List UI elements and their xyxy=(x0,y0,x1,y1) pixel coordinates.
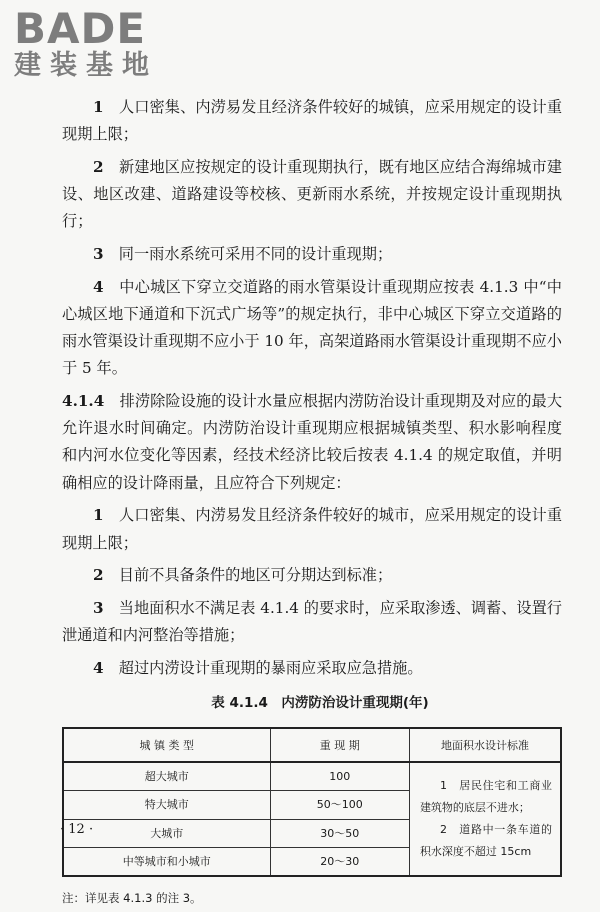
return-period-cell: 20～30 xyxy=(270,847,409,876)
logo-text-cn: 建装基地 xyxy=(14,50,158,81)
section-4-1-4 xyxy=(62,388,562,497)
city-type-cell: 中等城市和小城市 xyxy=(63,847,270,876)
section-text: 排涝除险设施的设计水量应根据内涝防治设计重现期及对应的最大允许退水时间确定。内涝防治设计重现期应根据城镇类型、积水影响程度和内河水位变化等因素，经技术经济比较后按表 4.1.4 的规定取值，并明确相应的设计降雨量，且应符合下列规定： xyxy=(62,392,563,492)
standard-cell xyxy=(409,762,561,876)
logo-text-en: BADE xyxy=(14,4,147,53)
section-number: 4.1.4 xyxy=(62,392,105,411)
clause-item: 3 当地面积水不满足表 4.1.4 的要求时，应采取渗透、调蓄、设置行泄通道和内河整治等措施； xyxy=(62,598,562,645)
header-city-type: 城 镇 类 型 xyxy=(63,728,270,762)
return-period-cell: 30～50 xyxy=(270,819,409,847)
clause-item: 2 新建地区应按规定的设计重现期执行，既有地区应结合海绵城市建设、地区改建、道路建设等校核、更新雨水系统，并按规定设计重现期执行； xyxy=(62,157,563,231)
clause-item: 3 同一雨水系统可采用不同的设计重现期； xyxy=(93,245,393,264)
clause-list-b xyxy=(62,502,562,682)
city-type-cell: 特大城市 xyxy=(63,791,270,819)
standard-line: 1 居民住宅和工商业建筑物的底层不进水； xyxy=(419,779,552,815)
logo xyxy=(14,6,184,82)
clause-item: 4 超过内涝设计重现期的暴雨应采取应急措施。 xyxy=(93,658,423,677)
table-note: 注：详见表 4.1.3 的注 3。 xyxy=(62,891,202,906)
page-number: · 12 · xyxy=(60,822,94,837)
city-type-cell: 大城市 xyxy=(63,819,270,847)
return-period-cell: 50～100 xyxy=(270,791,409,819)
clause-item: 2 目前不具备条件的地区可分期达到标准； xyxy=(93,566,393,585)
clause-item: 1 人口密集、内涝易发且经济条件较好的城镇，应采用规定的设计重现期上限； xyxy=(62,98,563,144)
table-caption: 表 4.1.4 内涝防治设计重现期(年) xyxy=(211,695,429,712)
header-return-period: 重 现 期 xyxy=(270,728,409,762)
city-type-cell: 超大城市 xyxy=(63,762,270,791)
standard-line: 2 道路中一条车道的积水深度不超过 15cm xyxy=(419,823,552,859)
clause-list-a xyxy=(62,94,562,383)
header-standard: 地面积水设计标准 xyxy=(409,728,561,762)
table-row xyxy=(63,762,561,791)
return-period-cell: 100 xyxy=(270,762,409,791)
document-body xyxy=(62,94,562,912)
table-header-row xyxy=(63,728,561,762)
clause-item: 1 人口密集、内涝易发且经济条件较好的城市，应采用规定的设计重现期上限； xyxy=(62,506,563,552)
design-return-period-table xyxy=(62,727,562,877)
clause-item: 4 中心城区下穿立交道路的雨水管渠设计重现期应按表 4.1.3 中“中心城区地下通道和下沉式广场等”的规定执行，非中心城区下穿立交道路的雨水管渠设计重现期不应小于 10 年，高架道路雨水管渠设计重现期不应小于 5 年。 xyxy=(62,277,562,378)
